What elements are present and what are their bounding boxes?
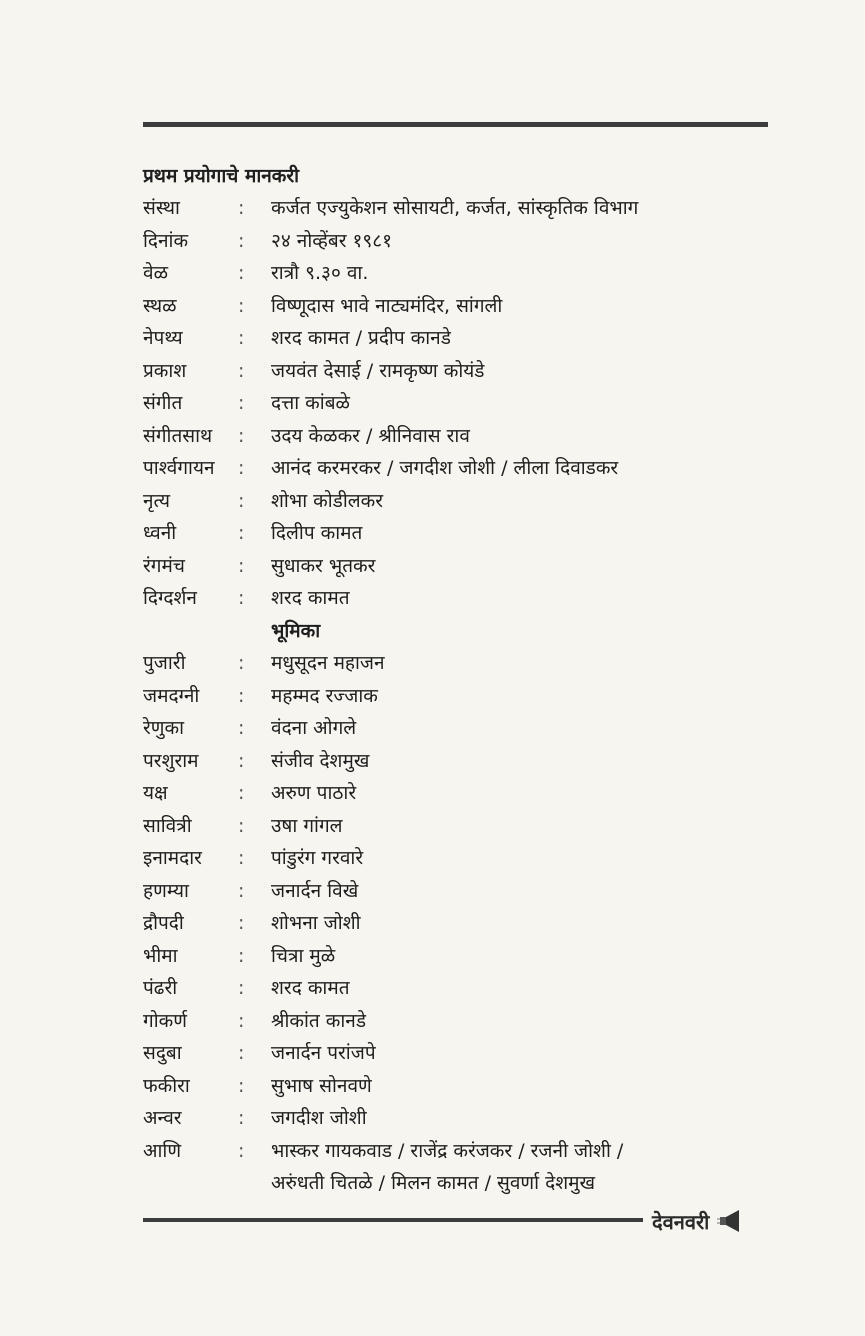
credit-value: सुधाकर भूतकर <box>271 554 376 577</box>
credit-row <box>143 257 783 290</box>
credit-row <box>143 517 783 550</box>
separator: : <box>238 229 245 252</box>
separator: : <box>238 262 245 284</box>
credit-row <box>143 452 783 485</box>
separator: : <box>238 392 245 414</box>
credit-label: पार्श्वगायन <box>143 457 215 479</box>
cast-row <box>143 1102 783 1135</box>
credit-value: शरद कामत / प्रदीप कानडे <box>271 327 451 349</box>
credit-label: नृत्य <box>143 489 171 512</box>
cast-row <box>143 875 783 908</box>
role-label: पुजारी <box>143 652 186 674</box>
separator: : <box>238 977 245 999</box>
separator: : <box>238 684 245 707</box>
credit-row <box>143 192 783 225</box>
credit-label: दिग्दर्शन <box>143 587 197 609</box>
cast-row <box>143 907 783 940</box>
separator: : <box>238 1107 245 1129</box>
credits-block <box>143 192 783 1200</box>
credit-row <box>143 550 783 583</box>
others-continuation <box>143 1167 783 1200</box>
actor-name: जनार्दन विखे <box>271 879 359 902</box>
separator: : <box>238 944 245 967</box>
actor-name: श्रीकांत कानडे <box>271 1009 366 1032</box>
separator: : <box>238 327 245 349</box>
separator: : <box>238 1074 245 1097</box>
separator: : <box>238 782 245 804</box>
credit-value: दिलीप कामत <box>271 522 363 544</box>
actor-name: सुभाष सोनवणे <box>271 1074 372 1097</box>
role-label: जमदग्नी <box>143 684 200 707</box>
credit-label: ध्वनी <box>143 522 177 544</box>
role-label: इनामदार <box>143 847 202 869</box>
cast-heading: भूमिका <box>271 619 321 642</box>
credit-row <box>143 387 783 420</box>
cast-row <box>143 1037 783 1070</box>
credit-label: संगीत <box>143 392 183 414</box>
credit-value: आनंद करमरकर / जगदीश जोशी / लीला दिवाडकर <box>271 457 619 479</box>
actor-name: शरद कामत <box>271 977 350 999</box>
cast-row <box>143 940 783 973</box>
page-footer <box>652 1204 741 1238</box>
credit-row <box>143 355 783 388</box>
cast-row <box>143 972 783 1005</box>
cast-row <box>143 712 783 745</box>
credit-value: जयवंत देसाई / रामकृष्ण कोयंडे <box>271 359 485 382</box>
role-label: रेणुका <box>143 717 185 739</box>
others-line-1: भास्कर गायकवाड / राजेंद्र करंजकर / रजनी जोशी / <box>271 1139 624 1162</box>
cast-row <box>143 1070 783 1103</box>
credit-value: शोभा कोडीलकर <box>271 489 384 512</box>
role-label: गोकर्ण <box>143 1009 187 1032</box>
credit-row <box>143 582 783 615</box>
credit-value: दत्ता कांबळे <box>271 392 350 414</box>
section-heading: प्रथम प्रयोगाचे मानकरी <box>143 165 300 187</box>
separator: : <box>238 1042 245 1064</box>
credit-label: प्रकाश <box>143 359 187 382</box>
role-label: अन्वर <box>143 1107 182 1129</box>
separator: : <box>238 197 245 219</box>
credit-row <box>143 322 783 355</box>
cast-row <box>143 647 783 680</box>
role-label: यक्ष <box>143 782 168 804</box>
separator: : <box>238 554 245 577</box>
cast-row <box>143 810 783 843</box>
actor-name: संजीव देशमुख <box>271 749 370 772</box>
cast-row <box>143 745 783 778</box>
credit-row <box>143 420 783 453</box>
credit-value: शरद कामत <box>271 587 350 609</box>
credit-label: स्थळ <box>143 294 177 317</box>
role-label: सावित्री <box>143 814 192 837</box>
credit-label: संगीतसाथ <box>143 424 213 447</box>
actor-name: जगदीश जोशी <box>271 1107 367 1129</box>
separator: : <box>238 749 245 772</box>
role-label: द्रौपदी <box>143 912 184 934</box>
credit-value: विष्णूदास भावे नाट्यमंदिर, सांगली <box>271 294 503 317</box>
credit-row <box>143 485 783 518</box>
cast-row <box>143 842 783 875</box>
credit-row <box>143 225 783 258</box>
actor-name: मधुसूदन महाजन <box>271 652 385 674</box>
separator: : <box>238 587 245 609</box>
separator: : <box>238 424 245 447</box>
others-line-2: अरुंधती चितळे / मिलन कामत / सुवर्णा देशमुख <box>271 1172 596 1194</box>
separator: : <box>238 814 245 837</box>
credit-label: नेपथ्य <box>143 327 183 349</box>
credit-value: उदय केळकर / श्रीनिवास राव <box>271 424 470 447</box>
separator: : <box>238 359 245 382</box>
actor-name: उषा गांगल <box>271 814 343 837</box>
actor-name: पांडुरंग गरवारे <box>271 847 364 869</box>
role-label: परशुराम <box>143 749 199 772</box>
separator: : <box>238 489 245 512</box>
separator: : <box>238 522 245 544</box>
credit-label: संस्था <box>143 197 180 219</box>
speaker-icon <box>717 1208 741 1234</box>
cast-row <box>143 680 783 713</box>
credit-label: दिनांक <box>143 229 189 252</box>
credit-value: २४ नोव्हेंबर १९८१ <box>271 229 393 252</box>
others-label: आणि <box>143 1139 182 1162</box>
actor-name: शोभना जोशी <box>271 912 361 934</box>
others-row <box>143 1135 783 1168</box>
credit-label: वेळ <box>143 262 169 284</box>
separator: : <box>238 652 245 674</box>
separator: : <box>238 1009 245 1032</box>
separator: : <box>238 717 245 739</box>
separator: : <box>238 294 245 317</box>
cast-heading-row <box>143 615 783 648</box>
actor-name: जनार्दन परांजपे <box>271 1042 376 1064</box>
separator: : <box>238 912 245 934</box>
credit-value: कर्जत एज्युकेशन सोसायटी, कर्जत, सांस्कृतिक विभाग <box>271 197 639 219</box>
cast-row <box>143 1005 783 1038</box>
separator: : <box>238 1139 245 1162</box>
role-label: पंढरी <box>143 977 178 999</box>
book-title: देवनवरी <box>652 1209 710 1234</box>
separator: : <box>238 879 245 902</box>
credit-row <box>143 290 783 323</box>
top-rule <box>143 122 768 127</box>
credit-label: रंगमंच <box>143 554 185 577</box>
credit-value: रात्रौ ९.३० वा. <box>271 262 369 284</box>
separator: : <box>238 847 245 869</box>
role-label: भीमा <box>143 944 178 967</box>
separator: : <box>238 457 245 479</box>
actor-name: वंदना ओगले <box>271 717 357 739</box>
role-label: फकीरा <box>143 1074 190 1097</box>
cast-row <box>143 777 783 810</box>
bottom-rule <box>143 1218 643 1222</box>
actor-name: अरुण पाठारे <box>271 782 357 804</box>
role-label: हणम्या <box>143 879 189 902</box>
actor-name: महम्मद रज्जाक <box>271 684 378 707</box>
role-label: सदुबा <box>143 1042 182 1064</box>
actor-name: चित्रा मुळे <box>271 944 336 967</box>
